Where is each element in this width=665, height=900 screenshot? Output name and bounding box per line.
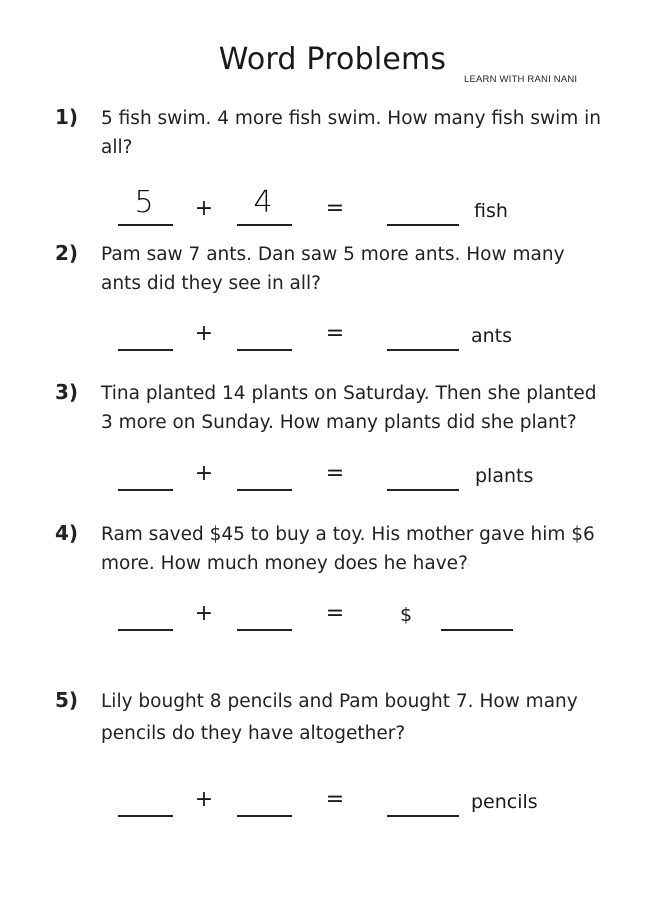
problem-3-equals: = <box>325 461 345 486</box>
problem-4-blank-a[interactable] <box>118 629 173 631</box>
problem-2-text: Pam saw 7 ants. Dan saw 5 more ants. How many ants did they see in all? <box>101 244 565 294</box>
page-title: Word Problems <box>218 42 447 77</box>
problem-2-equals: = <box>325 321 345 346</box>
problem-2-plus: + <box>194 321 214 346</box>
problem-2-blank-a[interactable] <box>118 349 173 351</box>
problem-1-blank-a[interactable] <box>118 224 173 226</box>
problem-5-number: 5) <box>55 688 79 712</box>
problem-1-number: 1) <box>55 105 79 129</box>
problem-1-plus: + <box>194 196 214 221</box>
problem-1-answer-a: 5 <box>134 185 154 220</box>
problem-3-blank-b[interactable] <box>237 489 292 491</box>
problem-3-plus: + <box>194 461 214 486</box>
problem-4-blank-b[interactable] <box>237 629 292 631</box>
problem-4-number: 4) <box>55 521 79 545</box>
problem-2-unit: ants <box>471 325 513 347</box>
problem-2-blank-sum[interactable] <box>387 349 459 351</box>
problem-4-equals: = <box>325 601 345 626</box>
problem-3-blank-sum[interactable] <box>387 489 459 491</box>
problem-5-blank-a[interactable] <box>118 815 173 817</box>
problem-1-blank-b[interactable] <box>237 224 292 226</box>
problem-5-unit: pencils <box>471 791 538 813</box>
problem-1-unit: fish <box>474 200 508 222</box>
problem-2-number: 2) <box>55 241 79 265</box>
problem-5-blank-b[interactable] <box>237 815 292 817</box>
problem-5-text: Lily bought 8 pencils and Pam bought 7. How many pencils do they have altogether? <box>101 691 578 744</box>
problem-2-blank-b[interactable] <box>237 349 292 351</box>
problem-1-answer-b: 4 <box>253 185 273 220</box>
problem-3-blank-a[interactable] <box>118 489 173 491</box>
problem-4-text: Ram saved $45 to buy a toy. His mother gave him $6 more. How much money does he have? <box>101 524 595 574</box>
problem-4-plus: + <box>194 601 214 626</box>
problem-5-equals: = <box>325 787 345 812</box>
problem-3-number: 3) <box>55 380 79 404</box>
problem-3-unit: plants <box>475 465 534 487</box>
problem-3-text: Tina planted 14 plants on Saturday. Then she planted 3 more on Sunday. How many plants did she plant? <box>101 383 597 433</box>
problem-4-blank-sum[interactable] <box>441 629 513 631</box>
problem-1-text: 5 fish swim. 4 more fish swim. How many fish swim in all? <box>101 108 602 158</box>
brand-label: LEARN WITH RANI NANI <box>464 74 578 85</box>
problem-4-currency: $ <box>400 604 413 626</box>
problem-1-blank-sum[interactable] <box>387 224 459 226</box>
problem-5-blank-sum[interactable] <box>387 815 459 817</box>
problem-1-equals: = <box>325 196 345 221</box>
problem-5-plus: + <box>194 787 214 812</box>
